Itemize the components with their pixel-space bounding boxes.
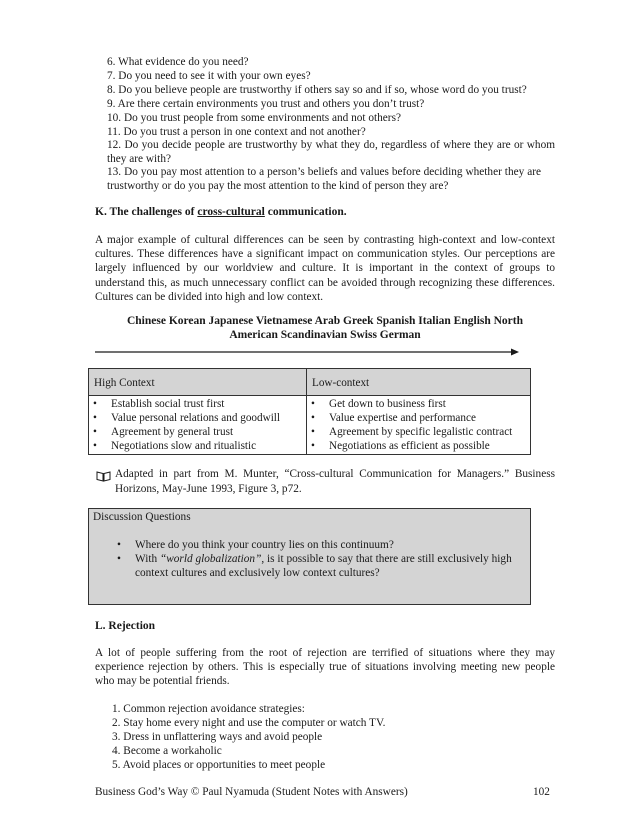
bullet-dot: •	[93, 426, 97, 438]
question-11: 11. Do you trust a person in one context and not another?	[107, 126, 366, 138]
discussion-q2-prefix: With	[135, 553, 160, 565]
culture-continuum: Chinese Korean Japanese Vietnamese Arab Greek Spanish Italian English North American Scandinavian Swiss German	[126, 315, 524, 341]
discussion-question-1: Where do you think your country lies on this continuum?	[135, 539, 394, 551]
list-item	[117, 538, 394, 552]
list-item	[117, 552, 522, 580]
footer-text: Business God’s Way © Paul Nyamuda (Student Notes with Answers)	[95, 786, 408, 798]
section-k-heading-underlined: cross-cultural	[197, 206, 265, 218]
question-6: 6. What evidence do you need?	[107, 56, 249, 68]
question-7: 7. Do you need to see it with your own eyes?	[107, 70, 311, 82]
bullet-dot: •	[93, 398, 97, 410]
low-item-4: Negotiations as efficient as possible	[329, 440, 490, 452]
bullet-dot: •	[93, 412, 97, 424]
rejection-item-1: 1. Common rejection avoidance strategies:	[112, 703, 305, 715]
high-item-2: Value personal relations and goodwill	[111, 412, 281, 424]
list-item	[311, 397, 525, 411]
question-10: 10. Do you trust people from some environments and not others?	[107, 112, 401, 124]
low-context-cell	[307, 396, 531, 455]
low-item-1: Get down to business first	[329, 398, 446, 410]
bullet-dot: •	[117, 553, 121, 565]
bullet-dot: •	[311, 426, 315, 438]
bullet-dot: •	[117, 539, 121, 551]
section-k-paragraph: A major example of cultural differences can be seen by contrasting high-context and low-context cultures. These differences have a significant impact on communication styles. Our perceptions are largely influenced by our worldview and culture. It is important in the context of groups to understand this, as much unnecessary conflict can be avoided through recognizing these differences. Cultures can be divided into high and low context.	[95, 234, 555, 303]
section-l-paragraph: A lot of people suffering from the root of rejection are terrified of situations where they may experience rejection by others. This is especially true of situations involving meeting new people who may be potential friends.	[95, 647, 555, 688]
bullet-dot: •	[311, 440, 315, 452]
low-context-header: Low-context	[307, 369, 531, 396]
low-item-2: Value expertise and performance	[329, 412, 476, 424]
high-item-4: Negotiations slow and ritualistic	[111, 440, 257, 452]
discussion-q2-italic: “world globalization”	[159, 553, 262, 565]
discussion-box	[88, 508, 531, 605]
rejection-item-3: 3. Dress in unflattering ways and avoid people	[112, 731, 323, 743]
high-context-header: High Context	[89, 369, 307, 396]
section-k-heading	[95, 206, 347, 218]
bullet-dot: •	[93, 440, 97, 452]
discussion-question-2	[135, 552, 522, 580]
discussion-title: Discussion Questions	[93, 511, 191, 523]
list-item	[311, 425, 525, 439]
high-item-1: Establish social trust first	[111, 398, 225, 410]
page-number: 102	[533, 786, 550, 798]
source-note: Adapted in part from M. Munter, “Cross-cultural Communication for Managers.” Business Horizons, May-June 1993, Figure 3, p72.	[115, 468, 555, 495]
rejection-item-4: 4. Become a workaholic	[112, 745, 222, 757]
bullet-dot: •	[311, 398, 315, 410]
book-icon	[96, 470, 111, 482]
question-13: 13. Do you pay most attention to a person’s beliefs and values before deciding whether they are trustworthy or do you pay the most attention to the kind of person they are?	[107, 166, 541, 192]
list-item	[93, 397, 301, 411]
section-k-heading-suffix: communication.	[264, 206, 347, 218]
question-12: 12. Do you decide people are trustworthy by what they do, regardless of where they are or whom they are with?	[107, 139, 555, 165]
section-l-heading: L. Rejection	[95, 620, 156, 632]
rejection-item-5: 5. Avoid places or opportunities to meet people	[112, 759, 326, 771]
question-8: 8. Do you believe people are trustworthy if others say so and if so, whose word do you trust?	[107, 84, 527, 96]
context-table	[88, 368, 531, 455]
section-k-heading-prefix: K. The challenges of	[95, 206, 198, 218]
bullet-dot: •	[311, 412, 315, 424]
list-item	[93, 425, 301, 439]
low-item-3: Agreement by specific legalistic contract	[329, 426, 513, 438]
question-9: 9. Are there certain environments you trust and others you don’t trust?	[107, 98, 425, 110]
high-context-cell	[89, 396, 307, 455]
arrow-right-icon	[95, 346, 520, 358]
list-item	[311, 411, 525, 425]
list-item	[93, 411, 301, 425]
list-item	[93, 439, 301, 453]
list-item	[311, 439, 525, 453]
rejection-item-2: 2. Stay home every night and use the computer or watch TV.	[112, 717, 386, 729]
discussion-q2-suffix: , is it possible to say that there are still exclusively high context cultures and exclusively low context cultures?	[135, 553, 512, 579]
high-item-3: Agreement by general trust	[111, 426, 234, 438]
